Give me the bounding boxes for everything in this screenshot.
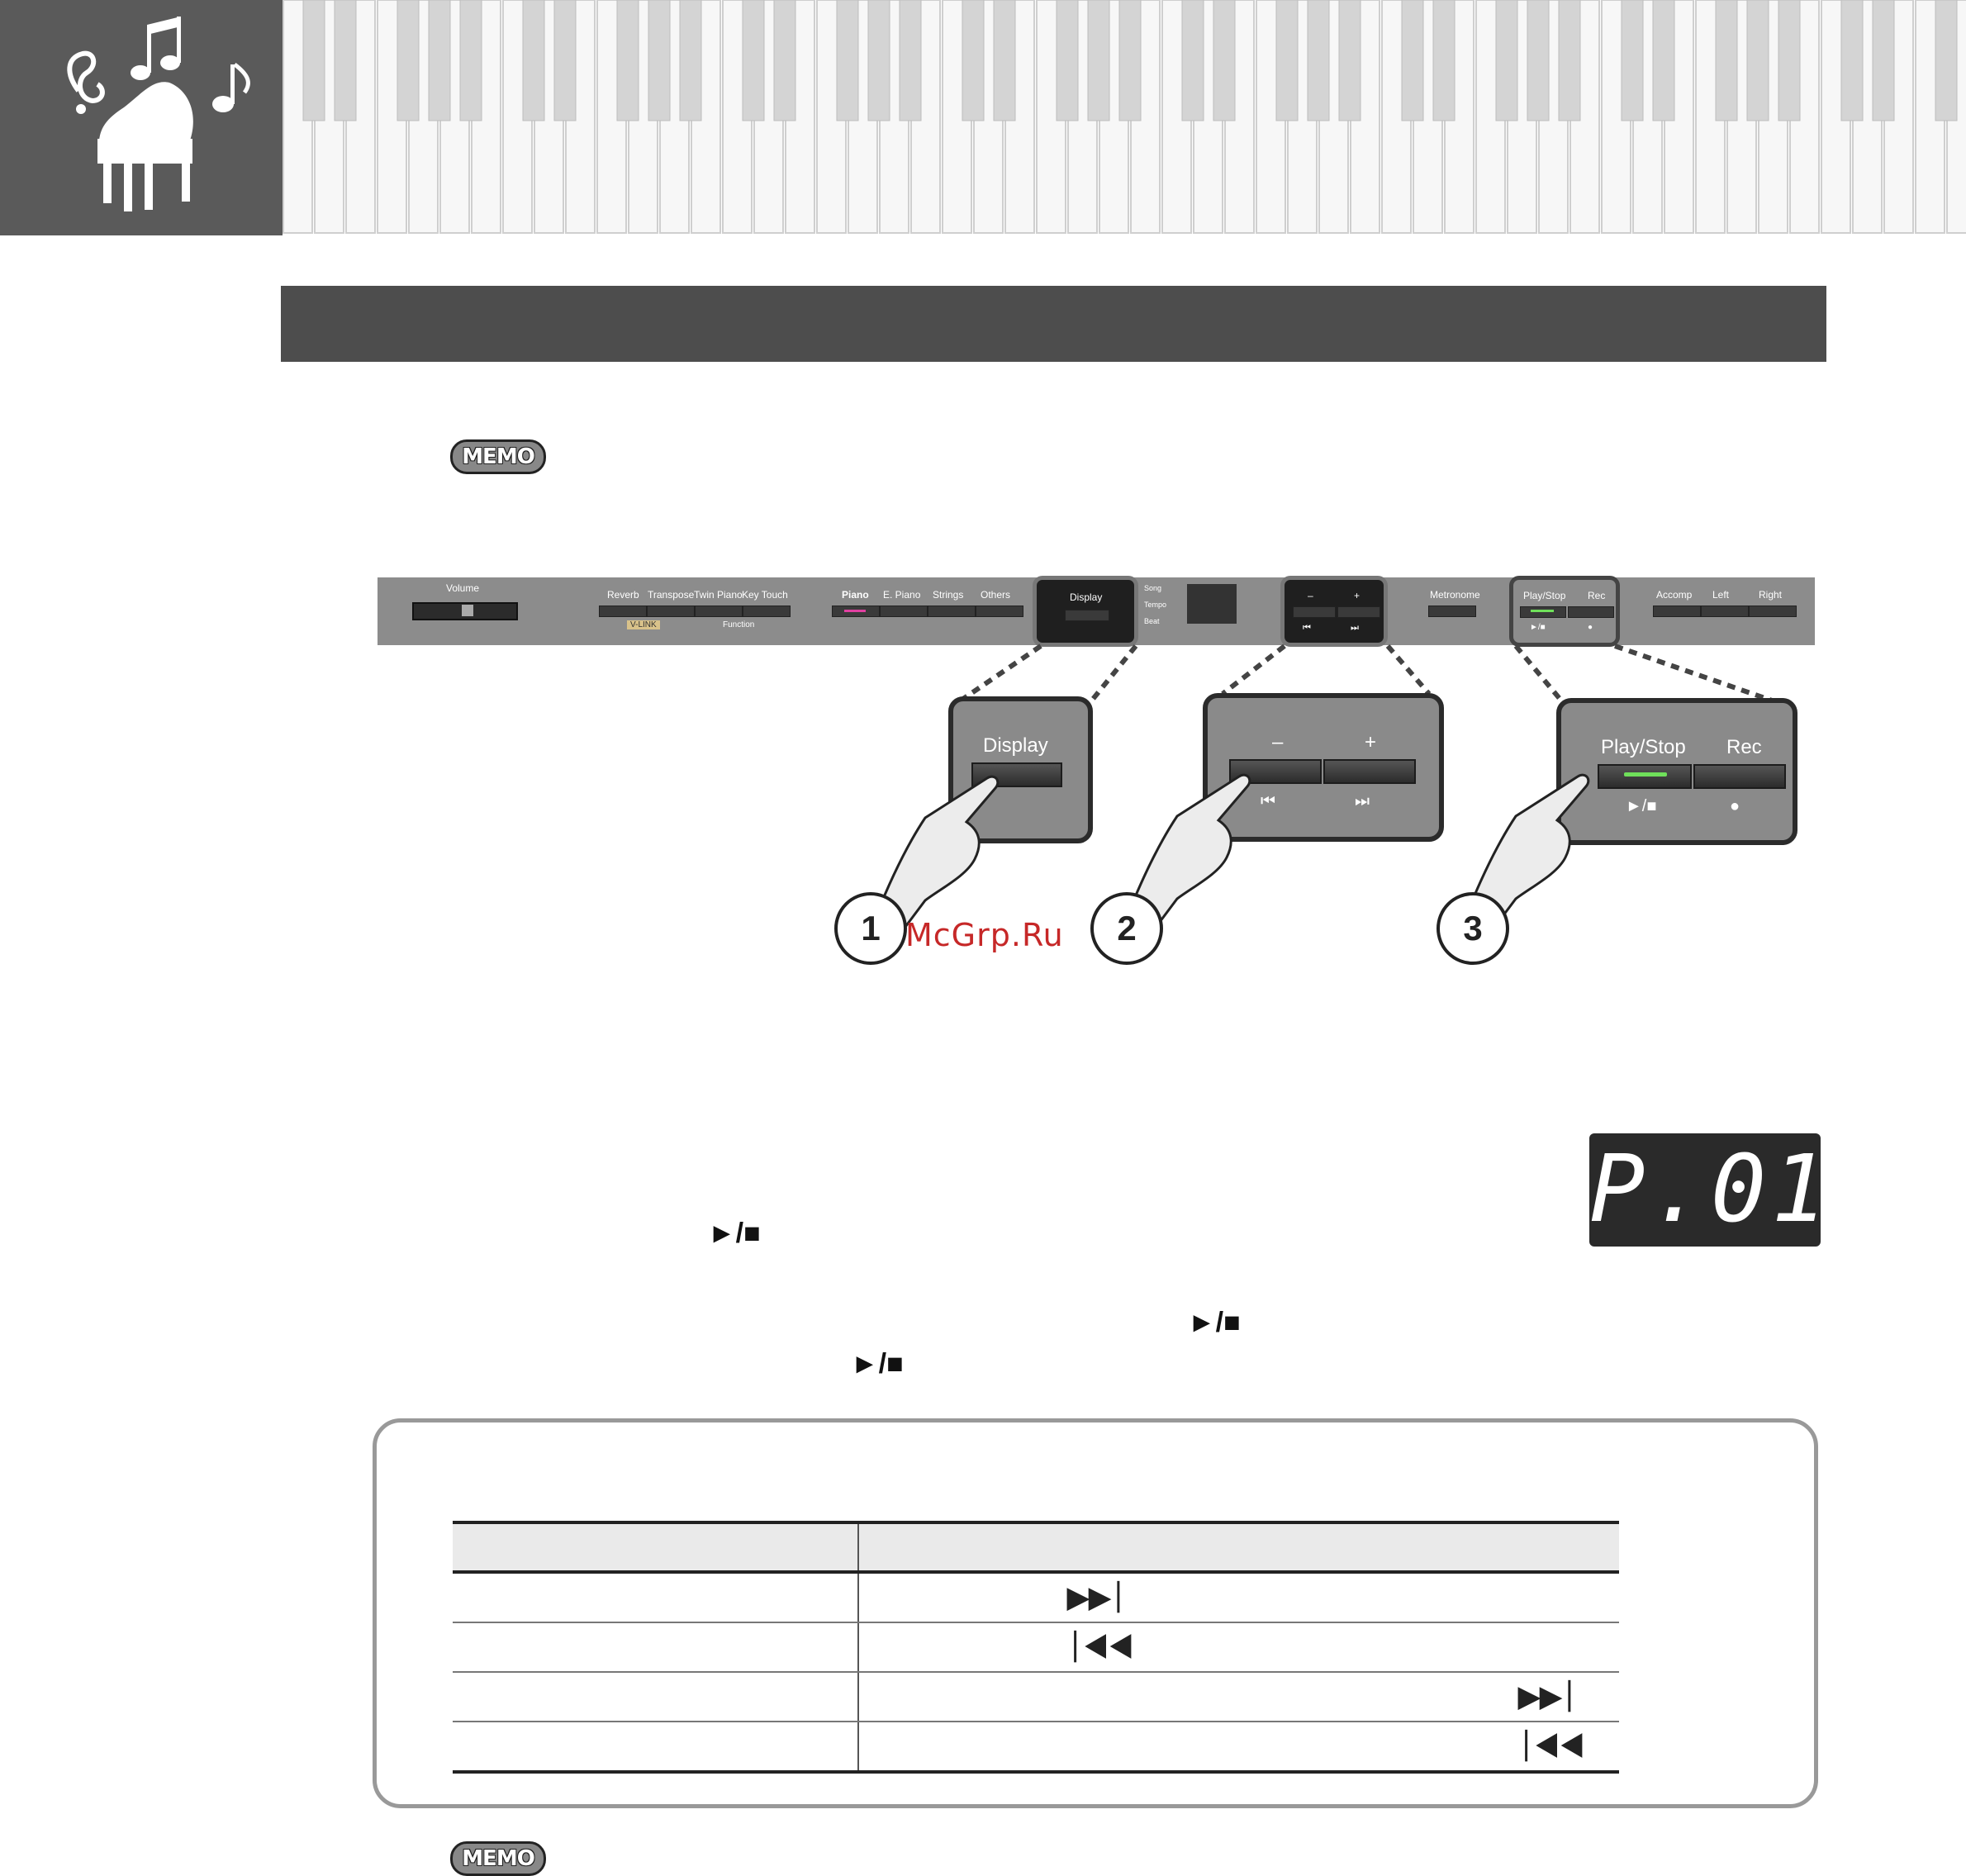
- watermark: McGrp.Ru: [905, 917, 1064, 953]
- info-box: [373, 1418, 1818, 1808]
- play-stop-symbol-2: ►/■: [1188, 1307, 1241, 1338]
- table-row: [453, 1722, 1619, 1772]
- zoom-fwd-symbol: ⏭: [1355, 792, 1370, 810]
- zoom-plus-label: +: [1365, 731, 1377, 753]
- play-panel-symbol: ►/■: [1530, 623, 1546, 632]
- beat-indicator: Beat: [1144, 617, 1160, 625]
- accomp-label: Accomp: [1656, 589, 1693, 601]
- twin-piano-label: Twin Piano: [694, 589, 743, 601]
- key-touch-label: Key Touch: [742, 589, 788, 601]
- table-cell: [858, 1572, 1619, 1622]
- display-panel-label: Display: [1070, 591, 1103, 603]
- zoom-display-label: Display: [983, 734, 1048, 757]
- zoom-rec-label: Rec: [1726, 736, 1762, 758]
- e-piano-label: E. Piano: [883, 589, 921, 601]
- table-cell: [453, 1672, 858, 1722]
- rec-panel-symbol: ●: [1588, 623, 1593, 632]
- callout-2: 2: [1090, 892, 1163, 965]
- operation-table: [453, 1521, 1619, 1774]
- table-row: [453, 1622, 1619, 1672]
- table-row: [453, 1572, 1619, 1622]
- bwd-symbol: ⏐◀◀: [1518, 1730, 1584, 1762]
- zoom-rec-symbol: ●: [1730, 797, 1740, 815]
- callout-3: 3: [1437, 892, 1509, 965]
- song-indicator: Song: [1144, 584, 1162, 592]
- memo-badge: MEMO: [450, 1841, 546, 1876]
- table-cell: [453, 1572, 858, 1622]
- fwd-symbol: ▶▶⏐: [1518, 1681, 1578, 1712]
- minus-panel-label: –: [1308, 590, 1313, 601]
- table-header-cell: [453, 1522, 858, 1572]
- table-cell: [858, 1672, 1619, 1722]
- fwd-panel-symbol: ⏭: [1351, 623, 1359, 633]
- callout-1: 1: [834, 892, 907, 965]
- bwd-symbol: ⏐◀◀: [1067, 1631, 1133, 1663]
- zoom-play-symbol: ►/■: [1626, 797, 1657, 815]
- strings-label: Strings: [933, 589, 964, 601]
- play-stop-panel-label: Play/Stop: [1523, 590, 1566, 601]
- zoom-play-stop-label: Play/Stop: [1601, 736, 1686, 758]
- v-link-label: V-LINK: [627, 620, 660, 629]
- plus-panel-label: +: [1354, 590, 1361, 601]
- table-cell: [453, 1722, 858, 1772]
- table-cell: [858, 1722, 1619, 1772]
- right-label: Right: [1759, 589, 1783, 601]
- table-cell: [858, 1622, 1619, 1672]
- function-label: Function: [723, 620, 755, 629]
- table-row: [453, 1672, 1619, 1722]
- left-label: Left: [1712, 589, 1730, 601]
- led-readout: P.01: [1589, 1133, 1821, 1247]
- table-header-cell: [858, 1522, 1619, 1572]
- others-label: Others: [981, 589, 1011, 601]
- memo-badge: MEMO: [450, 439, 546, 474]
- table-header-row: [453, 1522, 1619, 1572]
- volume-label: Volume: [446, 582, 480, 594]
- bwd-panel-symbol: ⏮: [1303, 623, 1311, 633]
- piano-label: Piano: [842, 589, 869, 601]
- reverb-label: Reverb: [607, 589, 639, 601]
- table-cell: [453, 1622, 858, 1672]
- rec-panel-label: Rec: [1588, 590, 1606, 601]
- play-stop-symbol-3: ►/■: [851, 1348, 904, 1380]
- metronome-label: Metronome: [1430, 589, 1480, 601]
- tempo-indicator: Tempo: [1144, 601, 1167, 609]
- zoom-minus-label: –: [1272, 731, 1284, 753]
- play-stop-symbol-1: ►/■: [708, 1218, 761, 1249]
- transpose-label: Transpose: [648, 589, 695, 601]
- fwd-symbol: ▶▶⏐: [1067, 1582, 1127, 1613]
- zoom-bwd-symbol: ⏮: [1261, 792, 1275, 810]
